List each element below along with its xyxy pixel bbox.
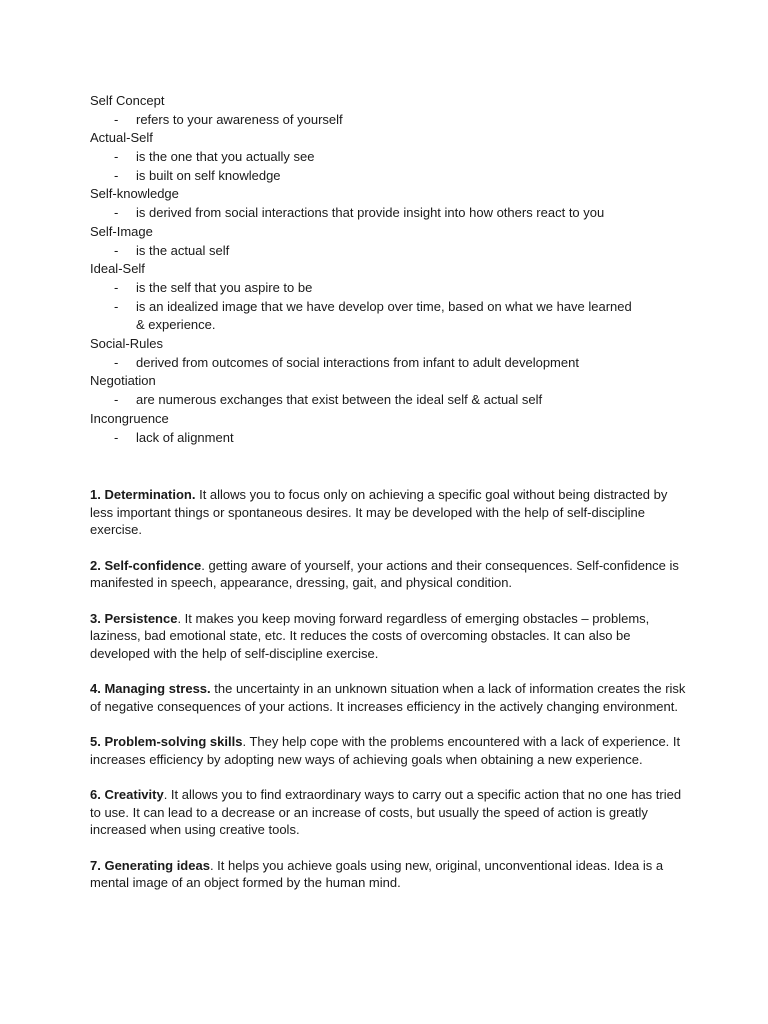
glossary-definition [90, 354, 690, 373]
glossary-definition [90, 279, 690, 298]
trait-heading: 4. Managing stress. [90, 681, 211, 696]
glossary-definition [90, 167, 690, 186]
definition-text: derived from outcomes of social interactions from infant to adult development [136, 354, 579, 370]
traits-section [90, 486, 690, 892]
glossary-definition [90, 111, 690, 130]
trait-paragraph [90, 857, 690, 892]
trait-paragraph [90, 733, 690, 768]
bullet-dash: - [114, 167, 119, 183]
glossary-term: Self-Image [90, 223, 153, 239]
definition-text: are numerous exchanges that exist between the ideal self & actual self [136, 392, 543, 408]
trait-paragraph [90, 557, 690, 592]
definition-text: is the one that you actually see [136, 149, 315, 165]
trait-text: It allows you to focus only on achieving a specific goal without being distracted by less important things or spontaneous desires. It may be developed with the help of self-discipline exercise. [90, 487, 668, 537]
trait-text: the uncertainty in an unknown situation when a lack of information creates the risk of negative consequences of your actions. It increases efficiency in the actively changing environment. [90, 681, 686, 714]
trait-paragraph [90, 486, 690, 539]
trait-heading: 1. Determination. [90, 487, 196, 502]
glossary-term: Self Concept [90, 93, 165, 108]
trait-text: . It allows you to find extraordinary ways to carry out a specific action that no one has tried to use. It can lead to a decrease or an increase of costs, but usually the speed of action is greatly increased when using creative tools. [90, 787, 682, 837]
bullet-dash: - [114, 429, 119, 445]
definition-text: is the self that you aspire to be [136, 279, 313, 295]
glossary-section [90, 92, 690, 447]
bullet-dash: - [114, 354, 119, 370]
trait-paragraph [90, 680, 690, 715]
trait-text: . It makes you keep moving forward regardless of emerging obstacles – problems, laziness, bad emotional state, etc. It reduces the costs of overcoming obstacles. It can also be developed with the help of self-discipline exercise. [90, 610, 650, 661]
glossary-definition [90, 429, 690, 448]
trait-heading: 7. Generating ideas [90, 857, 210, 873]
definition-text: is derived from social interactions that provide insight into how others react to you [136, 205, 605, 221]
bullet-dash: - [114, 298, 119, 314]
glossary-definition [90, 298, 690, 335]
definition-text: is built on self knowledge [136, 167, 281, 183]
trait-heading: 6. Creativity [90, 787, 164, 802]
definition-text: refers to your awareness of yourself [136, 111, 343, 127]
glossary-term: Self-knowledge [90, 186, 179, 202]
trait-heading: 2. Self-confidence [90, 557, 202, 573]
trait-paragraph [90, 610, 690, 663]
trait-text: . They help cope with the problems encountered with a lack of experience. It increases efficiency by adopting new ways of achieving goals when obtaining a new experience. [90, 734, 681, 767]
bullet-dash: - [114, 149, 119, 165]
trait-heading: 3. Persistence [90, 610, 178, 626]
bullet-dash: - [114, 205, 119, 221]
definition-text: is the actual self [136, 242, 230, 258]
definition-text: lack of alignment [136, 429, 234, 445]
trait-heading: 5. Problem-solving skills [90, 734, 243, 749]
trait-paragraph [90, 786, 690, 839]
glossary-term: Negotiation [90, 373, 156, 389]
glossary-term: Actual-Self [90, 130, 153, 146]
glossary-definition [90, 204, 690, 223]
glossary-definition [90, 391, 690, 410]
bullet-dash: - [114, 279, 119, 295]
trait-text: . getting aware of yourself, your actions and their consequences. Self-confidence is manifested in speech, appearance, dressing, gait, and physical condition. [90, 557, 679, 590]
bullet-dash: - [114, 111, 119, 127]
bullet-dash: - [114, 242, 119, 258]
glossary-definition [90, 148, 690, 167]
glossary-definition [90, 242, 690, 261]
definition-text: is an idealized image that we have develop over time, based on what we have learned & experience. [136, 298, 632, 333]
glossary-term: Ideal-Self [90, 261, 145, 277]
trait-text: . It helps you achieve goals using new, original, unconventional ideas. Idea is a mental image of an object formed by the human mind. [90, 857, 664, 890]
glossary-term: Incongruence [90, 410, 169, 426]
bullet-dash: - [114, 392, 119, 408]
glossary-term: Social-Rules [90, 336, 163, 352]
